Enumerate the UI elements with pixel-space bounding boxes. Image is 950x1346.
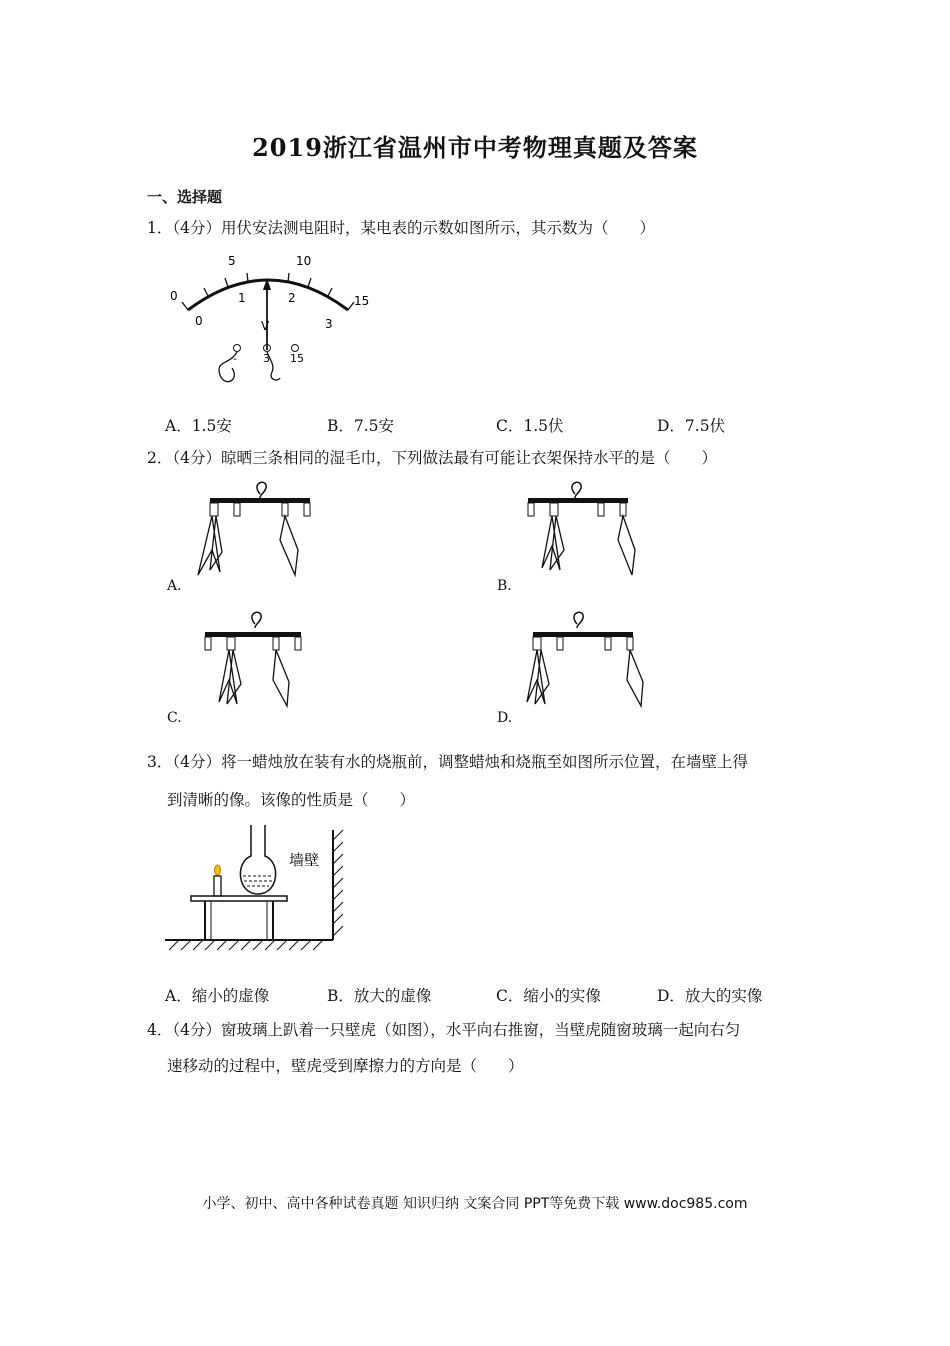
wire-right (267, 352, 280, 380)
page-footer: 小学、初中、高中各种试卷真题 知识归纳 文案合同 PPT等免费下载 www.doc985.com (202, 1196, 748, 1212)
bottom-scale-1: 1 (238, 291, 246, 305)
q3-option-c[interactable]: C．缩小的实像 (496, 987, 601, 1005)
hanger-figure-b (520, 480, 660, 580)
hanger-figure-d (525, 610, 665, 710)
question-4-text-line1: 4．（4分）窗玻璃上趴着一只壁虎（如图），水平向右推窗，当壁虎随窗玻璃一起向右匀 (147, 1021, 741, 1039)
hanger-figure-a (190, 480, 330, 580)
candle-flask-figure (165, 820, 355, 955)
q2-option-c[interactable]: C. (167, 710, 182, 726)
voltmeter-figure (160, 250, 380, 400)
table-top (191, 896, 287, 901)
question-2-text: 2．（4分）晾晒三条相同的湿毛巾，下列做法最有可能让衣架保持水平的是（ ） (147, 449, 717, 467)
q1-option-a[interactable]: A．1.5安 (165, 417, 232, 435)
q2-option-d[interactable]: D. (497, 710, 513, 726)
q3-option-b[interactable]: B．放大的虚像 (327, 987, 432, 1005)
wire-left (219, 352, 237, 382)
top-scale-15: 15 (354, 294, 370, 308)
candle-flame (215, 865, 221, 875)
q2-option-b[interactable]: B. (497, 578, 512, 594)
floor-hatching (169, 940, 323, 950)
q1-option-b[interactable]: B．7.5安 (327, 417, 395, 435)
question-4-text-line2: 速移动的过程中，壁虎受到摩擦力的方向是（ ） (167, 1057, 524, 1075)
bottom-scale-0: 0 (195, 314, 203, 328)
question-3-text-line2: 到清晰的像。该像的性质是（ ） (167, 791, 416, 809)
question-1-text: 1．（4分）用伏安法测电阻时，某电表的示数如图所示，其示数为（ ） (147, 219, 655, 237)
wall-label: 墙壁 (289, 851, 320, 869)
q2-option-a[interactable]: A. (167, 578, 182, 594)
page-title: 2019浙江省温州市中考物理真题及答案 (252, 133, 698, 162)
top-scale-10: 10 (296, 254, 312, 268)
meter-unit: V (261, 319, 270, 333)
q1-option-c[interactable]: C．1.5伏 (496, 417, 564, 435)
q1-option-d[interactable]: D．7.5伏 (657, 417, 726, 435)
top-scale-0: 0 (170, 289, 178, 303)
hanger-figure-c (195, 610, 335, 710)
candle (214, 876, 221, 896)
q3-option-a[interactable]: A．缩小的虚像 (165, 987, 270, 1005)
terminal-15: 15 (290, 352, 304, 365)
bottom-scale-2: 2 (288, 291, 296, 305)
flask (240, 825, 275, 894)
question-3-text-line1: 3．（4分）将一蜡烛放在装有水的烧瓶前，调整蜡烛和烧瓶至如图所示位置，在墙壁上得 (147, 753, 748, 771)
q3-option-d[interactable]: D．放大的实像 (657, 987, 763, 1005)
bottom-scale-3: 3 (325, 317, 333, 331)
top-scale-5: 5 (228, 254, 236, 268)
section-heading: 一、选择题 (147, 188, 223, 206)
terminal-negative: - (233, 352, 237, 365)
terminal-3: 3 (263, 352, 270, 365)
